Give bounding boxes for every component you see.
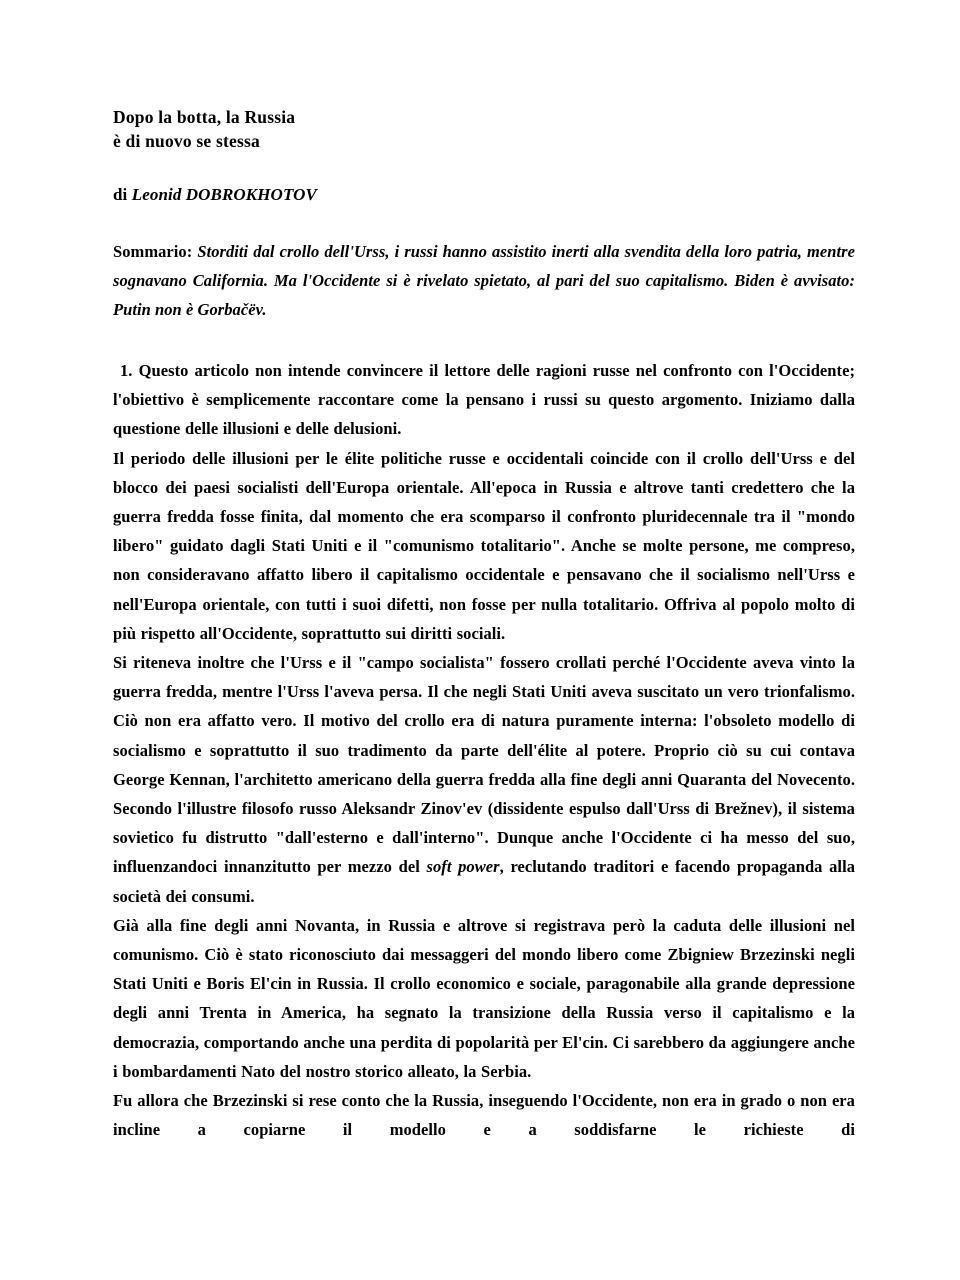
paragraph-text-after-emphasis: , reclutando traditori e facendo propaganda alla società dei consumi.	[113, 857, 855, 906]
paragraph-4	[113, 911, 855, 1086]
paragraph-3	[113, 648, 855, 911]
paragraph-text: Il periodo delle illusioni per le élite politiche russe e occidentali coincide con il crollo dell'Urss e del blocco dei paesi socialisti dell'Europa orientale. All'epoca in Russia e altrove tanti credettero che la guerra fredda fosse finita, dal momento che era scomparso il confronto pluridecennale tra il "mondo libero" guidato dagli Stati Uniti e il "comunismo totalitario". Anche se molte persone, me compreso, non consideravano affatto libero il capitalismo occidentale e pensavano che il socialismo nell'Urss e nell'Europa orientale, con tutti i suoi difetti, non fosse per nulla totalitario. Offriva al popolo molto di più rispetto all'Occidente, soprattutto sui diritti sociali.	[113, 448, 855, 643]
paragraph-2	[113, 444, 855, 648]
summary-text: Storditi dal crollo dell'Urss, i russi hanno assistito inerti alla svendita della loro patria, mentre sognavano California. Ma l'Occidente si è rivelato spietato, al pari del suo capitalismo. Biden è avvisato: Putin non è Gorbačëv.	[113, 242, 855, 319]
paragraph-text-before-emphasis: Si riteneva inoltre che l'Urss e il "campo socialista" fossero crollati perché l'Occidente aveva vinto la guerra fredda, mentre l'Urss l'aveva persa. Il che negli Stati Uniti aveva suscitato un vero trionfalismo. Ciò non era affatto vero. Il motivo del crollo era di natura puramente interna: l'obsoleto modello di socialismo e soprattutto il suo tradimento da parte dell'élite al potere. Proprio ciò su cui contava George Kennan, l'architetto americano della guerra fredda alla fine degli anni Quaranta del Novecento. Secondo l'illustre filosofo russo Aleksandr Zinov'ev (dissidente espulso dall'Urss di Brežnev), il sistema sovietico fu distrutto "dall'esterno e dall'interno". Dunque anche l'Occidente ci ha messo del suo, influenzandoci innanzitutto per mezzo del	[113, 653, 855, 877]
emphasis-soft-power: soft power	[426, 857, 500, 877]
title-line-1: Dopo la botta, la Russia	[113, 107, 296, 127]
paragraph-text: Già alla fine degli anni Novanta, in Russia e altrove si registrava però la caduta delle illusioni nel comunismo. Ciò è stato riconosciuto dai messaggeri del mondo libero come Zbigniew Brzezinski negli Stati Uniti e Boris El'cin in Russia. Il crollo economico e sociale, paragonabile alla grande depressione degli anni Trenta in America, ha segnato la transizione della Russia verso il capitalismo e la democrazia, comportando anche una perdita di popolarità per El'cin. Ci sarebbero da aggiungere anche i bombardamenti Nato del nostro storico alleato, la Serbia.	[113, 915, 855, 1081]
summary-label: Sommario:	[113, 242, 198, 261]
document-content	[113, 105, 855, 1174]
article-body	[113, 356, 855, 1174]
paragraph-5	[113, 1086, 855, 1174]
summary-abstract	[113, 237, 855, 324]
paragraph-1	[113, 356, 855, 444]
paragraph-number: 1.	[120, 361, 139, 380]
paragraph-text: Fu allora che Brzezinski si rese conto che la Russia, inseguendo l'Occidente, non era in grado o non era incline a copiarne il modello e a soddisfarne le richieste di	[113, 1091, 855, 1140]
title-line-2: è di nuovo se stessa	[113, 131, 260, 151]
page-title	[113, 105, 855, 153]
paragraph-text: Questo articolo non intende convincere il lettore delle ragioni russe nel confronto con l'Occidente; l'obiettivo è semplicemente raccontare come la pensano i russi su questo argomento. Iniziamo dalla questione delle illusioni e delle delusioni.	[113, 361, 855, 439]
byline-prefix: di	[113, 185, 132, 204]
author-name: Leonid DOBROKHOTOV	[131, 185, 317, 204]
byline	[113, 183, 855, 207]
